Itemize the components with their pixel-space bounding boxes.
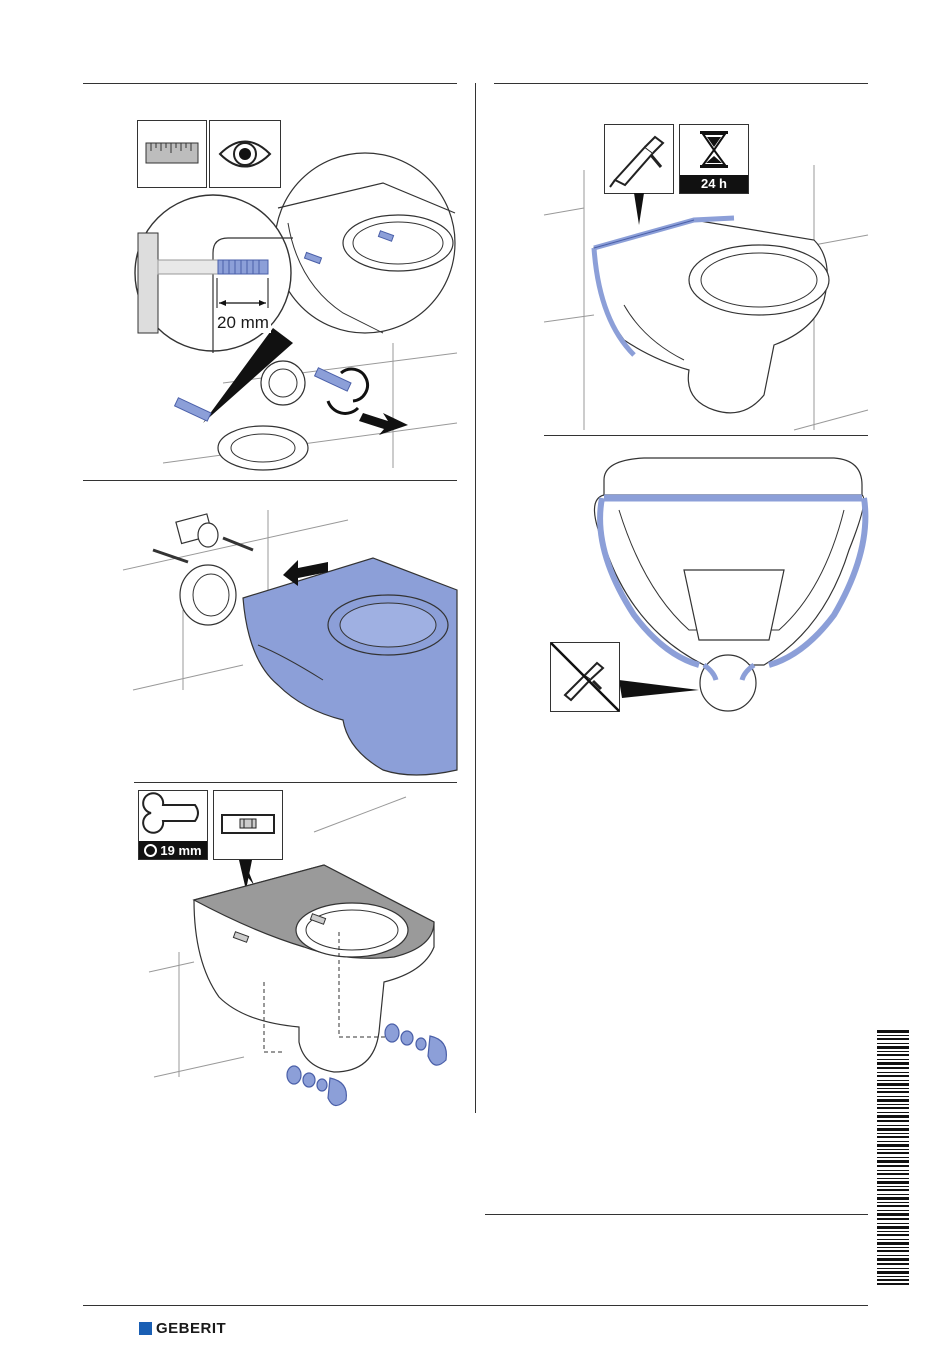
brand-logo [139,1320,226,1337]
footer-rule [83,1305,868,1306]
section-rule-right-2 [544,435,868,436]
step1-panel [83,83,457,480]
wrench-size-label: 19 mm [160,842,202,858]
cure-time-label: 24 h [680,175,748,193]
section-rule-right-bottom [485,1214,868,1215]
column-divider [475,83,476,1113]
brand-square-icon [139,1322,152,1335]
step4-panel [544,100,868,435]
step2-panel [83,480,457,782]
step5-panel [544,440,868,740]
brand-name: GEBERIT [156,1320,227,1337]
measurement-label: 20 mm [217,313,269,332]
section-rule-top-right [494,83,868,84]
barcode [877,1030,909,1285]
step3-illustration [134,782,457,1122]
step3-panel [134,782,457,1122]
step1-illustration [83,83,457,480]
step4-illustration [544,100,868,435]
mounting-kit-icon [83,480,457,782]
no-sealant-icon [550,642,620,712]
